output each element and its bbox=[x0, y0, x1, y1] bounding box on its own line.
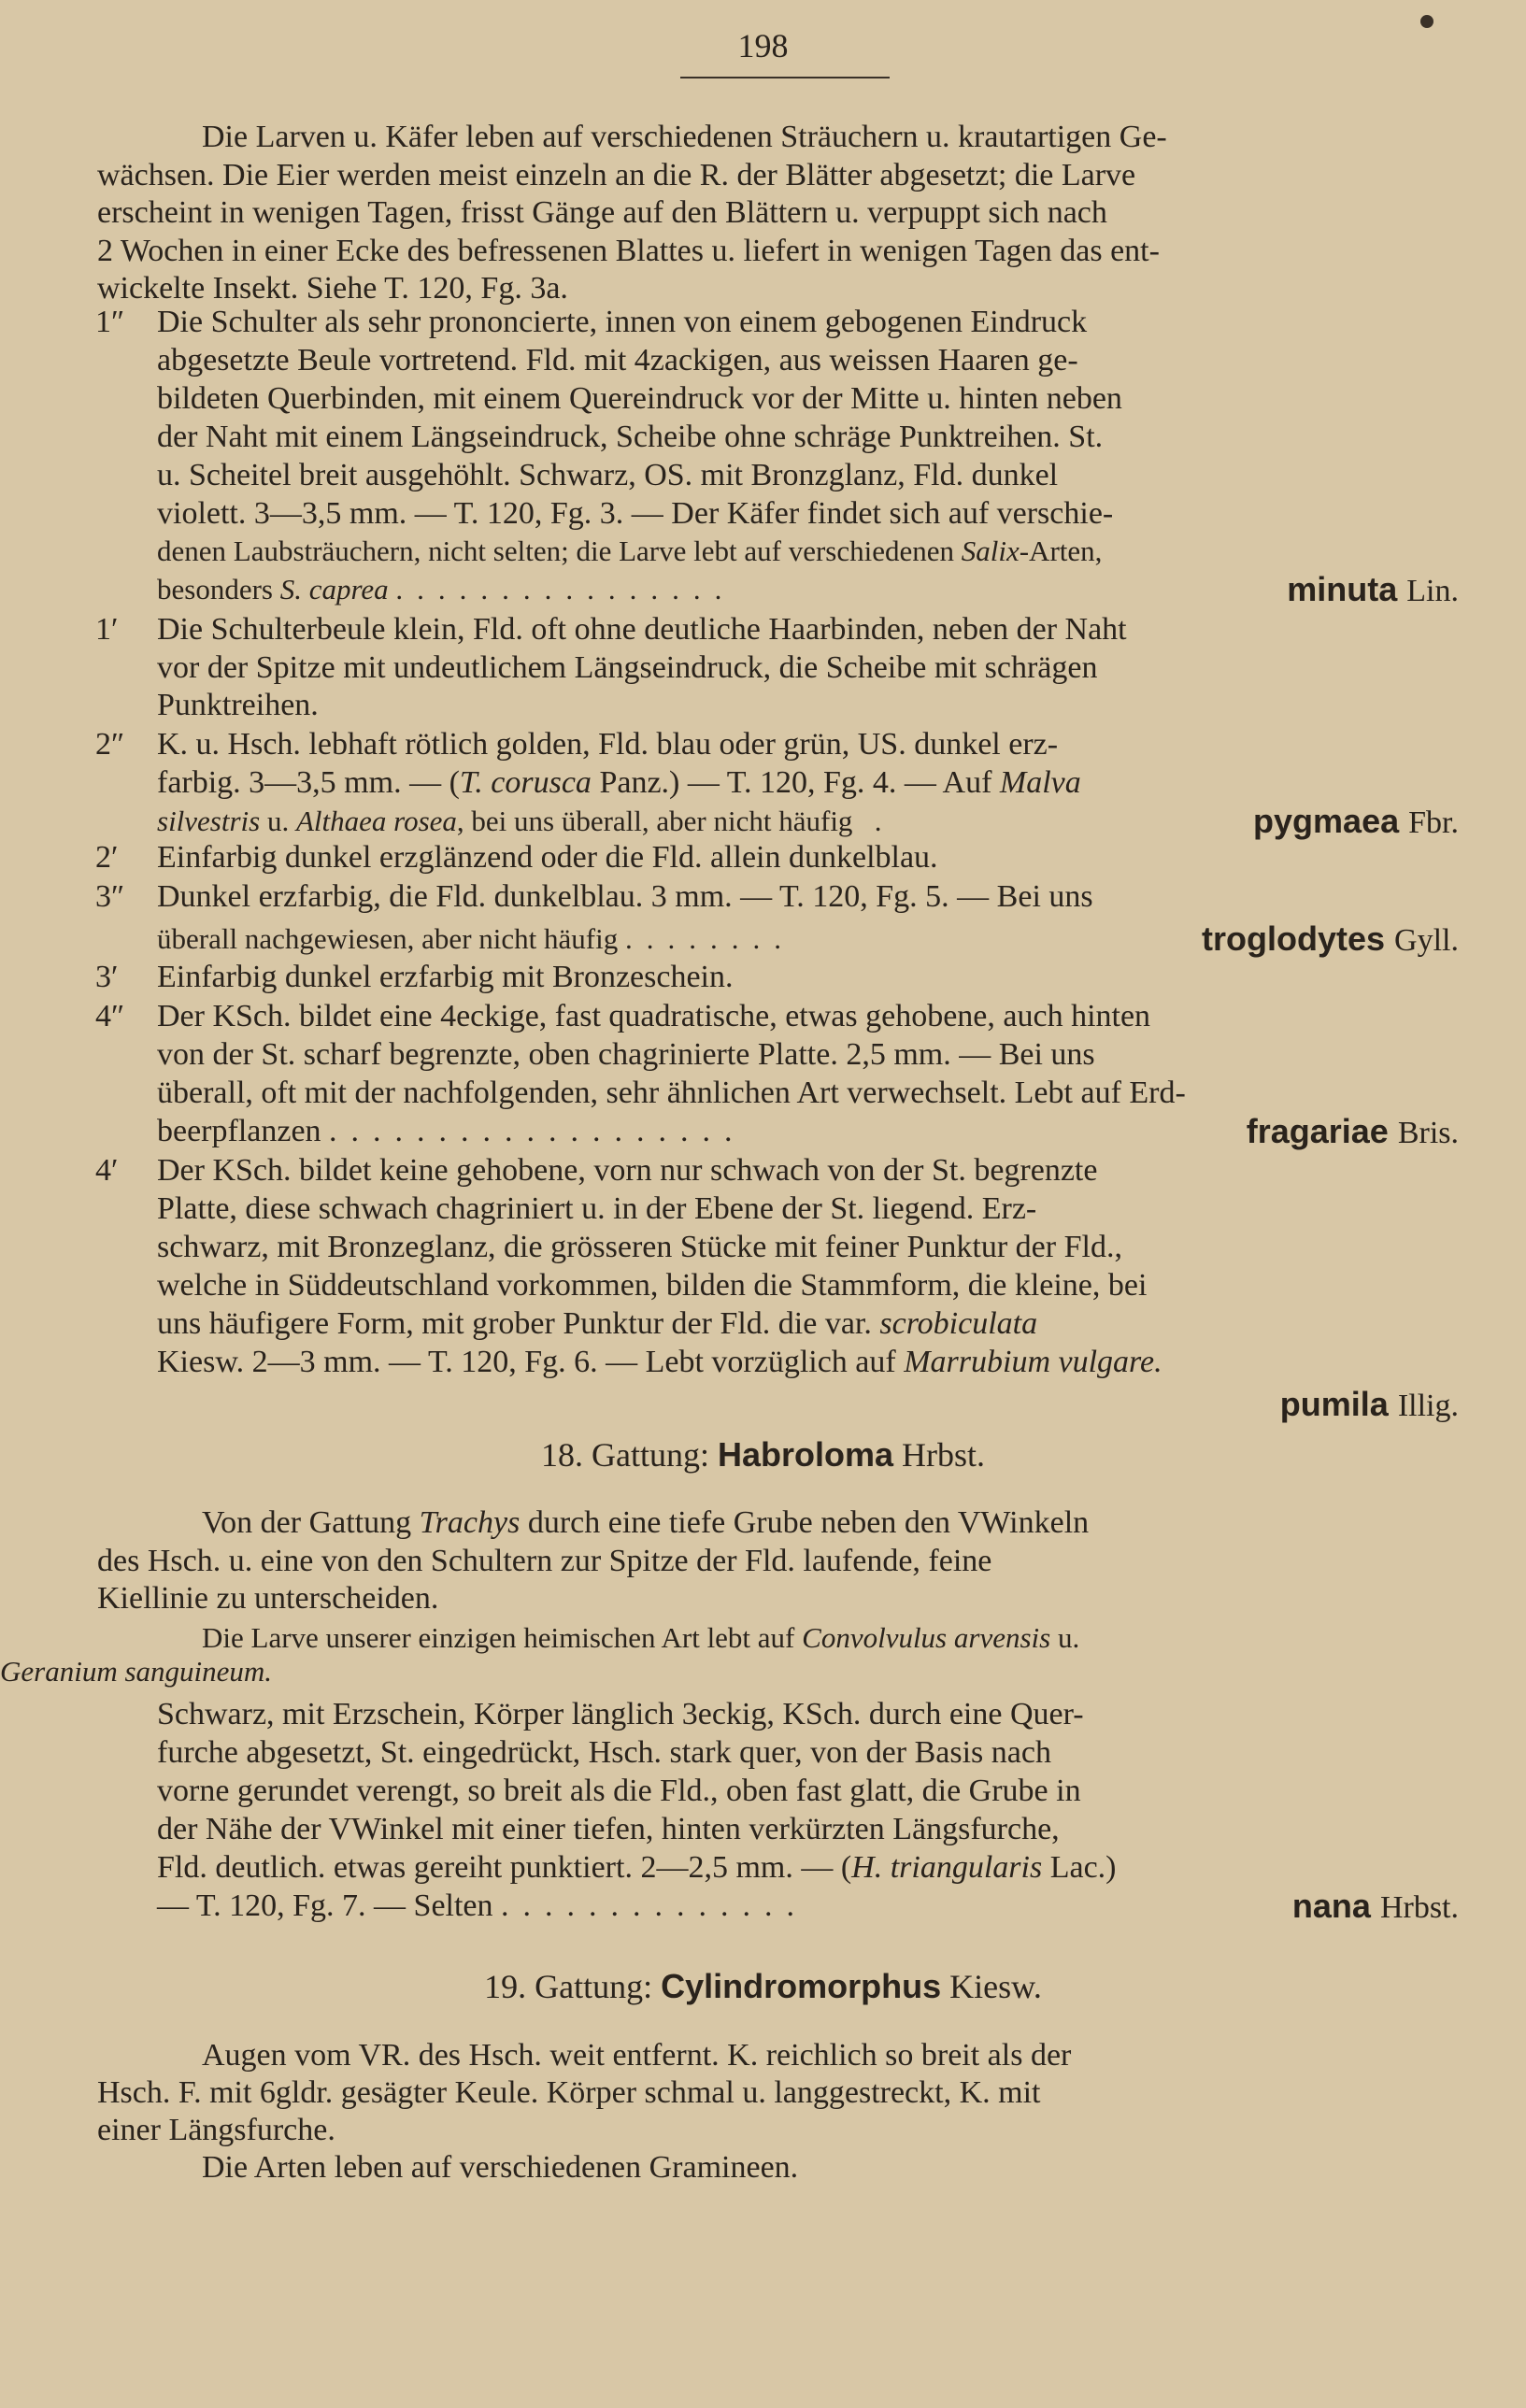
genus-desc: Augen vom VR. des Hsch. weit entfernt. K. reichlich so breit als der bbox=[202, 2038, 1072, 2073]
key-line: denen Laubsträuchern, nicht selten; die Larve lebt auf verschiedenen Salix-Arten, bbox=[157, 534, 1103, 567]
species-name: pygmaea bbox=[1253, 802, 1400, 840]
key-couplet: 4′ Der KSch. bildet keine gehobene, vorn nur schwach von der St. begrenzte bbox=[95, 1153, 1098, 1188]
intro-line: wächsen. Die Eier werden meist einzeln an die R. der Blätter abgesetzt; die Larve bbox=[97, 158, 1136, 192]
genus-desc: Geranium sanguineum. bbox=[0, 1655, 273, 1688]
species-desc: der Nähe der VWinkel mit einer tiefen, hinten verkürzten Längsfurche, bbox=[157, 1812, 1060, 1846]
key-line: abgesetzte Beule vortretend. Fld. mit 4zackigen, aus weissen Haaren ge- bbox=[157, 343, 1078, 378]
species-name: minuta bbox=[1287, 570, 1398, 608]
intro-line: wickelte Insekt. Siehe T. 120, Fg. 3a. bbox=[97, 271, 568, 306]
key-couplet: 1′ Die Schulterbeule klein, Fld. oft ohne deutliche Haarbinden, neben der Naht bbox=[95, 612, 1127, 647]
genus-heading: 19. Gattung: Cylindromorphus Kiesw. bbox=[484, 1967, 1042, 2005]
key-line: farbig. 3—3,5 mm. — (T. coruscа Panz.) — T. 120, Fg. 4. — Auf Malva bbox=[157, 765, 1081, 800]
species-name: pumila bbox=[1279, 1385, 1389, 1423]
key-line: Punktreihen. bbox=[157, 688, 319, 722]
key-line: der Naht mit einem Längseindruck, Scheibe ohne schräge Punktreihen. St. bbox=[157, 420, 1104, 454]
key-line: von der St. scharf begrenzte, oben chagrinierte Platte. 2,5 mm. — Bei uns bbox=[157, 1037, 1095, 1072]
species-desc: Schwarz, mit Erzschein, Körper länglich 3eckig, KSch. durch eine Quer- bbox=[157, 1697, 1084, 1731]
intro-line: Die Larven u. Käfer leben auf verschiedenen Sträuchern u. krautartigen Ge- bbox=[202, 120, 1167, 154]
key-line: pumila Illig. bbox=[1279, 1385, 1459, 1423]
key-line: überall nachgewiesen, aber nicht häufig ........ troglodytes Gyll. bbox=[157, 919, 1459, 958]
key-line: uns häufigere Form, mit grober Punktur der Fld. die var. scrobiculata bbox=[157, 1306, 1038, 1341]
key-line: beerpflanzen ................... fragariae Bris. bbox=[157, 1112, 1459, 1150]
species-name: fragariae bbox=[1246, 1112, 1389, 1150]
header-rule bbox=[680, 77, 890, 78]
genus-desc: Von der Gattung Trachys durch eine tiefe Grube neben den VWinkeln bbox=[202, 1505, 1090, 1540]
genus-desc: des Hsch. u. eine von den Schultern zur Spitze der Fld. laufende, feine bbox=[97, 1544, 992, 1578]
key-couplet: 4″ Der KSch. bildet eine 4eckige, fast quadratische, etwas gehobene, auch hinten bbox=[95, 999, 1151, 1033]
key-couplet: 1″ Die Schulter als sehr prononcierte, innen von einem gebogenen Eindruck bbox=[95, 305, 1088, 339]
species-desc: — T. 120, Fg. 7. — Selten .............. nana Hrbst. bbox=[157, 1887, 1459, 1925]
key-couplet: 2″ K. u. Hsch. lebhaft rötlich golden, Fld. blau oder grün, US. dunkel erz- bbox=[95, 727, 1059, 762]
genus-desc: Die Arten leben auf verschiedenen Gramineen. bbox=[202, 2150, 799, 2185]
key-line: Platte, diese schwach chagriniert u. in der Ebene der St. liegend. Erz- bbox=[157, 1191, 1037, 1226]
key-line: violett. 3—3,5 mm. — T. 120, Fg. 3. — Der Käfer findet sich auf verschie- bbox=[157, 496, 1114, 531]
species-name: nana bbox=[1291, 1887, 1371, 1925]
genus-desc: Die Larve unserer einzigen heimischen Art lebt auf Convolvulus arvensis u. bbox=[202, 1621, 1080, 1654]
key-couplet: 2′ Einfarbig dunkel erzglänzend oder die Fld. allein dunkelblau. bbox=[95, 840, 938, 875]
intro-line: 2 Wochen in einer Ecke des befressenen Blattes u. liefert in wenigen Tagen das ent- bbox=[97, 234, 1160, 268]
page-number: 198 bbox=[737, 27, 789, 64]
species-desc: vorne gerundet verengt, so breit als die Fld., oben fast glatt, die Grube in bbox=[157, 1774, 1081, 1808]
key-line: bildeten Querbinden, mit einem Quereindruck vor der Mitte u. hinten neben bbox=[157, 381, 1122, 416]
key-line: vor der Spitze mit undeutlichem Längseindruck, die Scheibe mit schrägen bbox=[157, 650, 1098, 685]
genus-desc: einer Längsfurche. bbox=[97, 2113, 335, 2147]
key-line: besonders S. caprea ................ minuta Lin. bbox=[157, 570, 1459, 608]
key-line: schwarz, mit Bronzeglanz, die grösseren Stücke mit feiner Punktur der Fld., bbox=[157, 1230, 1122, 1264]
key-couplet: 3′ Einfarbig dunkel erzfarbig mit Bronzeschein. bbox=[95, 960, 734, 994]
key-line: überall, oft mit der nachfolgenden, sehr ähnlichen Art verwechselt. Lebt auf Erd- bbox=[157, 1076, 1186, 1110]
genus-desc: Kiellinie zu unterscheiden. bbox=[97, 1581, 439, 1616]
species-desc: Fld. deutlich. etwas gereiht punktiert. 2—2,5 mm. — (H. triangularis Lac.) bbox=[157, 1850, 1117, 1885]
key-couplet: 3″ Dunkel erzfarbig, die Fld. dunkelblau. 3 mm. — T. 120, Fg. 5. — Bei uns bbox=[95, 879, 1093, 914]
key-line: welche in Süddeutschland vorkommen, bilden die Stammform, die kleine, bei bbox=[157, 1268, 1148, 1303]
genus-desc: Hsch. F. mit 6gldr. gesägter Keule. Körper schmal u. langgestreckt, K. mit bbox=[97, 2075, 1041, 2110]
species-name: troglodytes bbox=[1202, 919, 1386, 958]
intro-line: erscheint in wenigen Tagen, frisst Gänge auf den Blättern u. verpuppt sich nach bbox=[97, 195, 1107, 230]
key-line: u. Scheitel breit ausgehöhlt. Schwarz, OS. mit Bronzglanz, Fld. dunkel bbox=[157, 458, 1059, 492]
genus-heading: 18. Gattung: Habroloma Hrbst. bbox=[540, 1435, 986, 1474]
species-desc: furche abgesetzt, St. eingedrückt, Hsch. stark quer, von der Basis nach bbox=[157, 1735, 1051, 1770]
key-line: silvestris u. Althaea rosea, bei uns überall, aber nicht häufig . pygmaea Fbr. bbox=[157, 802, 1459, 840]
key-line: Kiesw. 2—3 mm. — T. 120, Fg. 6. — Lebt vorzüglich auf Marrubium vulgare. bbox=[157, 1345, 1162, 1379]
